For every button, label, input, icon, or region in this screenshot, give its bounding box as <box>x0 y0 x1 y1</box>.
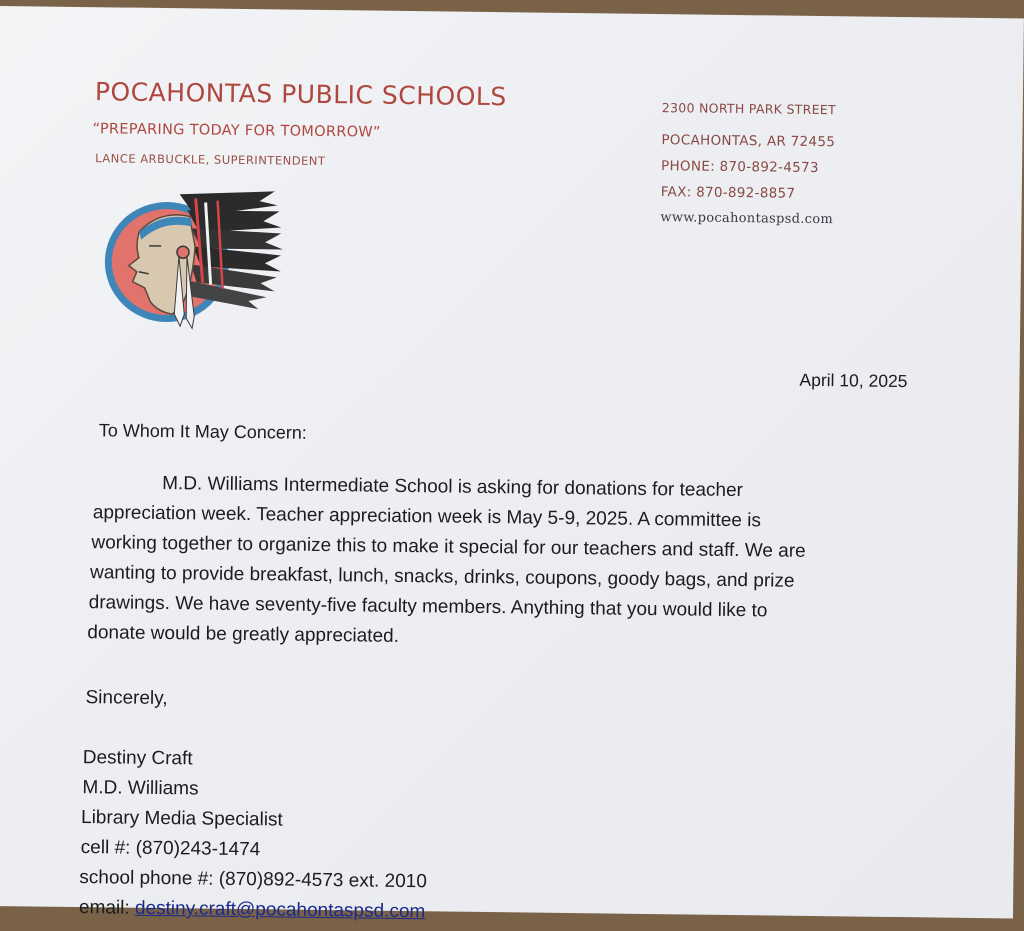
email-link[interactable]: destiny.craft@pocahontaspsd.com <box>134 897 426 923</box>
school-phone-header: PHONE: 870-892-4573 <box>660 158 819 177</box>
signer-school: M.D. Williams <box>82 777 199 800</box>
body-line: donate would be greatly appreciated. <box>87 622 400 647</box>
school-website: www.pocahontaspsd.com <box>660 210 834 228</box>
letter-date: April 10, 2025 <box>799 369 908 392</box>
body-line: appreciation week. Teacher appreciation week is May 5-9, 2025. A committee is <box>92 502 762 532</box>
signer-cell: cell #: (870)243-1474 <box>80 837 261 861</box>
closing: Sincerely, <box>85 687 168 710</box>
signer-name: Destiny Craft <box>82 747 193 770</box>
school-fax-header: FAX: 870-892-8857 <box>660 184 796 202</box>
email-label: email: <box>78 897 130 919</box>
school-name: POCAHONTAS PUBLIC SCHOOLS <box>94 77 507 112</box>
signer-email-line <box>79 897 426 923</box>
body-line: working together to organize this to make it special for our teachers and staff. We are <box>91 532 806 562</box>
address-city: POCAHONTAS, AR 72455 <box>661 132 836 151</box>
signer-title: Library Media Specialist <box>80 807 283 831</box>
salutation: To Whom It May Concern: <box>98 420 308 443</box>
superintendent-line: LANCE ARBUCKLE, SUPERINTENDENT <box>95 151 326 168</box>
body-line: wanting to provide breakfast, lunch, snacks, drinks, coupons, goody bags, and prize <box>89 562 795 592</box>
indian-chief-headdress-icon <box>98 185 290 332</box>
body-line: drawings. We have seventy-five faculty members. Anything that you would like to <box>88 592 768 622</box>
letter-page <box>0 6 1024 923</box>
signer-school-phone: school phone #: (870)892-4573 ext. 2010 <box>79 867 428 893</box>
address-street: 2300 NORTH PARK STREET <box>661 100 837 118</box>
school-motto: “PREPARING TODAY FOR TOMORROW” <box>92 121 381 141</box>
body-line: M.D. Williams Intermediate School is asking for donations for teacher <box>162 473 744 502</box>
